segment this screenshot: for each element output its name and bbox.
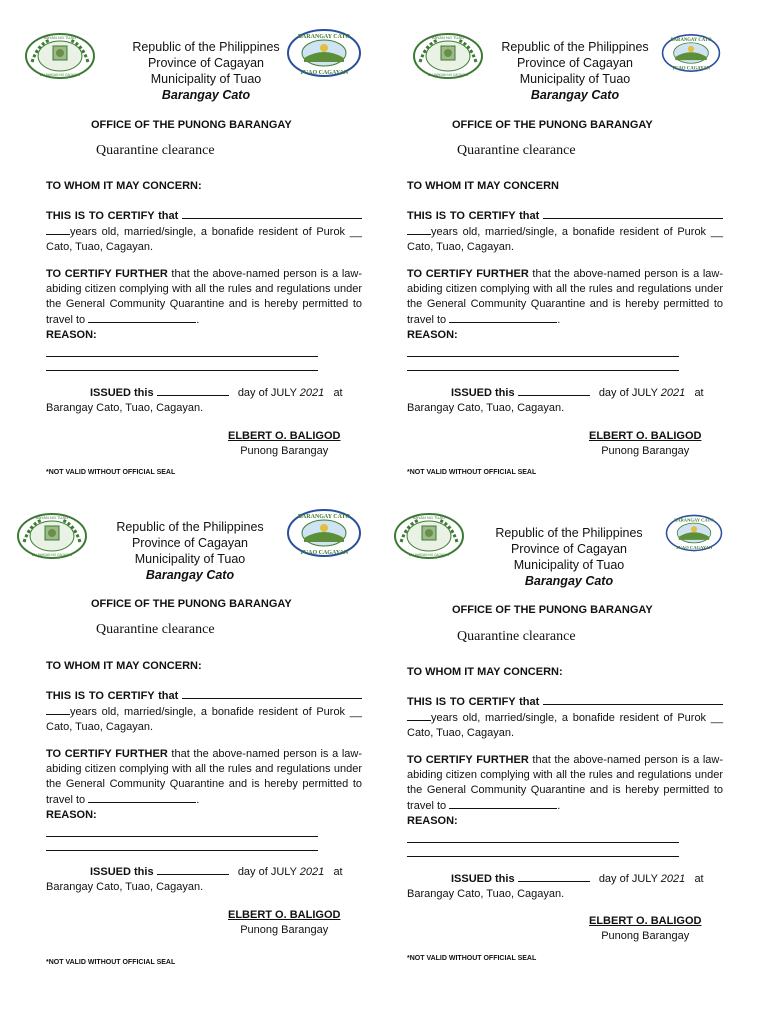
republic-line: Republic of the Philippines: [116, 520, 264, 534]
day-blank[interactable]: [157, 385, 229, 396]
certify-paragraph: THIS IS TO CERTIFY that years old, married/single, a bonafide resident of Purok __ Cato, Tuao, Cagayan.: [46, 690, 362, 733]
salutation: TO WHOM IT MAY CONCERN:: [407, 666, 563, 678]
destination-blank[interactable]: [449, 798, 557, 809]
signatory-title: Punong Barangay: [601, 930, 690, 942]
name-blank[interactable]: [182, 688, 362, 699]
municipal-seal-icon: [412, 32, 484, 80]
issued-paragraph: ISSUED this day of JULY 2021 at Barangay Cato, Tuao, Cagayan.: [46, 387, 343, 414]
name-blank[interactable]: [543, 208, 723, 219]
form-header: [407, 28, 727, 100]
republic-line: Republic of the Philippines: [501, 40, 649, 54]
signatory: [228, 429, 340, 459]
age-blank[interactable]: [46, 704, 70, 715]
salutation: TO WHOM IT MAY CONCERN:: [46, 180, 202, 192]
barangay-seal-icon: [665, 508, 723, 558]
document-title: Quarantine clearance: [457, 629, 576, 644]
header-text: [485, 39, 665, 103]
further-paragraph: TO CERTIFY FURTHER that the above-named person is a law-abiding citizen complying with all the rules and regulations under the General Community Quarantine and is hereby permitted to travel to . REASON:: [407, 267, 723, 371]
seal-text: BARANGAY CATO: [670, 38, 712, 44]
clearance-form-bottom-left: [31, 508, 366, 978]
signatory: [589, 914, 701, 944]
reason-line[interactable]: [407, 357, 679, 371]
document-title: Quarantine clearance: [96, 143, 215, 158]
office-title: OFFICE OF THE PUNONG BARANGAY: [452, 604, 653, 616]
certify-paragraph: THIS IS TO CERTIFY that years old, married/single, a bonafide resident of Purok __ Cato, Tuao, Cagayan.: [46, 210, 362, 253]
salutation: TO WHOM IT MAY CONCERN: [407, 180, 559, 192]
reason-line[interactable]: [46, 343, 318, 357]
municipality-line: Municipality of Tuao: [150, 72, 262, 86]
office-title: OFFICE OF THE PUNONG BARANGAY: [91, 119, 292, 131]
destination-blank[interactable]: [449, 312, 557, 323]
header-text: [100, 519, 280, 583]
issued-paragraph: ISSUED this day of JULY 2021 at Barangay Cato, Tuao, Cagayan.: [407, 387, 704, 414]
province-line: Province of Cagayan: [510, 542, 628, 556]
day-blank[interactable]: [518, 385, 590, 396]
day-blank[interactable]: [157, 864, 229, 875]
seal-text: BARANGAY CATO: [297, 514, 351, 520]
seal-text: BAYAN NG TUAO: [431, 35, 465, 40]
issued-paragraph: ISSUED this day of JULY 2021 at Barangay Cato, Tuao, Cagayan.: [46, 866, 343, 893]
name-blank[interactable]: [543, 694, 723, 705]
seal-text: TUAO CAGAYAN: [671, 66, 711, 72]
barangay-seal-icon: [661, 28, 721, 78]
barangay-seal-icon: [286, 28, 362, 78]
reason-label: REASON:: [407, 815, 458, 827]
reason-line[interactable]: [407, 843, 679, 857]
signatory: [228, 908, 340, 938]
destination-blank[interactable]: [88, 312, 196, 323]
signatory-name: ELBERT O. BALIGOD: [589, 430, 702, 442]
age-blank[interactable]: [407, 710, 431, 721]
reason-line[interactable]: [46, 837, 318, 851]
header-text: [479, 525, 659, 589]
reason-line[interactable]: [407, 829, 679, 843]
barangay-line: Barangay Cato: [161, 88, 251, 102]
reason-line[interactable]: [46, 823, 318, 837]
header-text: [116, 39, 296, 103]
reason-line[interactable]: [46, 357, 318, 371]
further-paragraph: TO CERTIFY FURTHER that the above-named person is a law-abiding citizen complying with all the rules and regulations under the General Community Quarantine and is hereby permitted to travel to . REASON:: [46, 267, 362, 371]
document-title: Quarantine clearance: [96, 622, 215, 637]
barangay-line: Barangay Cato: [524, 574, 614, 588]
signatory-name: ELBERT O. BALIGOD: [228, 430, 341, 442]
signatory: [589, 429, 701, 459]
seal-text: TUAO CAGAYAN: [675, 545, 713, 551]
further-paragraph: TO CERTIFY FURTHER that the above-named person is a law-abiding citizen complying with all the rules and regulations under the General Community Quarantine and is hereby permitted to travel to . REASON:: [407, 753, 723, 857]
seal-text: BAYAN NG TUAO: [35, 515, 69, 520]
municipal-seal-icon: [16, 512, 88, 560]
seal-text: TUAO CAGAYAN: [299, 70, 349, 76]
province-line: Province of Cagayan: [131, 536, 249, 550]
republic-line: Republic of the Philippines: [132, 40, 280, 54]
certify-paragraph: THIS IS TO CERTIFY that years old, married/single, a bonafide resident of Purok __ Cato, Tuao, Cagayan.: [407, 210, 723, 253]
seal-text: BAYAN NG TUAO: [412, 515, 446, 520]
clearance-form-bottom-right: [407, 508, 727, 978]
document-title: Quarantine clearance: [457, 143, 576, 158]
signatory-title: Punong Barangay: [240, 924, 329, 936]
clearance-form-top-left: [39, 28, 366, 498]
municipality-line: Municipality of Tuao: [519, 72, 631, 86]
barangay-line: Barangay Cato: [145, 568, 235, 582]
salutation: TO WHOM IT MAY CONCERN:: [46, 660, 202, 672]
seal-text: LALAWIGAN NG CAGAYAN: [427, 73, 469, 77]
reason-label: REASON:: [46, 809, 97, 821]
reason-label: REASON:: [407, 329, 458, 341]
reason-line[interactable]: [407, 343, 679, 357]
age-blank[interactable]: [407, 224, 431, 235]
signatory-title: Punong Barangay: [240, 445, 329, 457]
validity-note: *NOT VALID WITHOUT OFFICIAL SEAL: [46, 469, 176, 476]
destination-blank[interactable]: [88, 792, 196, 803]
validity-note: *NOT VALID WITHOUT OFFICIAL SEAL: [46, 959, 176, 966]
form-header: [39, 28, 366, 102]
office-title: OFFICE OF THE PUNONG BARANGAY: [452, 119, 653, 131]
signatory-name: ELBERT O. BALIGOD: [228, 909, 341, 921]
republic-line: Republic of the Philippines: [495, 526, 643, 540]
further-paragraph: TO CERTIFY FURTHER that the above-named person is a law-abiding citizen complying with all the rules and regulations under the General Community Quarantine and is hereby permitted to travel to . REASON:: [46, 747, 362, 851]
seal-text: LALAWIGAN NG CAGAYAN: [39, 73, 81, 77]
issued-paragraph: ISSUED this day of JULY 2021 at Barangay Cato, Tuao, Cagayan.: [407, 873, 704, 900]
municipal-seal-icon: [393, 512, 465, 560]
province-line: Province of Cagayan: [147, 56, 265, 70]
name-blank[interactable]: [182, 208, 362, 219]
municipality-line: Municipality of Tuao: [134, 552, 246, 566]
office-title: OFFICE OF THE PUNONG BARANGAY: [91, 598, 292, 610]
municipality-line: Municipality of Tuao: [513, 558, 625, 572]
seal-text: TUAO CAGAYAN: [299, 550, 349, 556]
seal-text: BARANGAY CATO: [674, 517, 714, 523]
validity-note: *NOT VALID WITHOUT OFFICIAL SEAL: [407, 955, 537, 962]
signatory-name: ELBERT O. BALIGOD: [589, 915, 702, 927]
clearance-form-top-right: [407, 28, 727, 498]
certify-paragraph: THIS IS TO CERTIFY that years old, married/single, a bonafide resident of Purok __ Cato, Tuao, Cagayan.: [407, 696, 723, 739]
signatory-title: Punong Barangay: [601, 445, 690, 457]
seal-text: BAYAN NG TUAO: [43, 35, 77, 40]
seal-text: LALAWIGAN NG CAGAYAN: [408, 553, 450, 557]
seal-text: LALAWIGAN NG CAGAYAN: [31, 553, 73, 557]
reason-label: REASON:: [46, 329, 97, 341]
day-blank[interactable]: [518, 871, 590, 882]
age-blank[interactable]: [46, 224, 70, 235]
province-line: Province of Cagayan: [516, 56, 634, 70]
barangay-line: Barangay Cato: [530, 88, 620, 102]
seal-text: BARANGAY CATO: [297, 34, 351, 40]
validity-note: *NOT VALID WITHOUT OFFICIAL SEAL: [407, 469, 537, 476]
form-header: [407, 508, 727, 588]
municipal-seal-icon: [24, 32, 96, 80]
form-header: [31, 508, 366, 582]
barangay-seal-icon: [286, 508, 362, 558]
